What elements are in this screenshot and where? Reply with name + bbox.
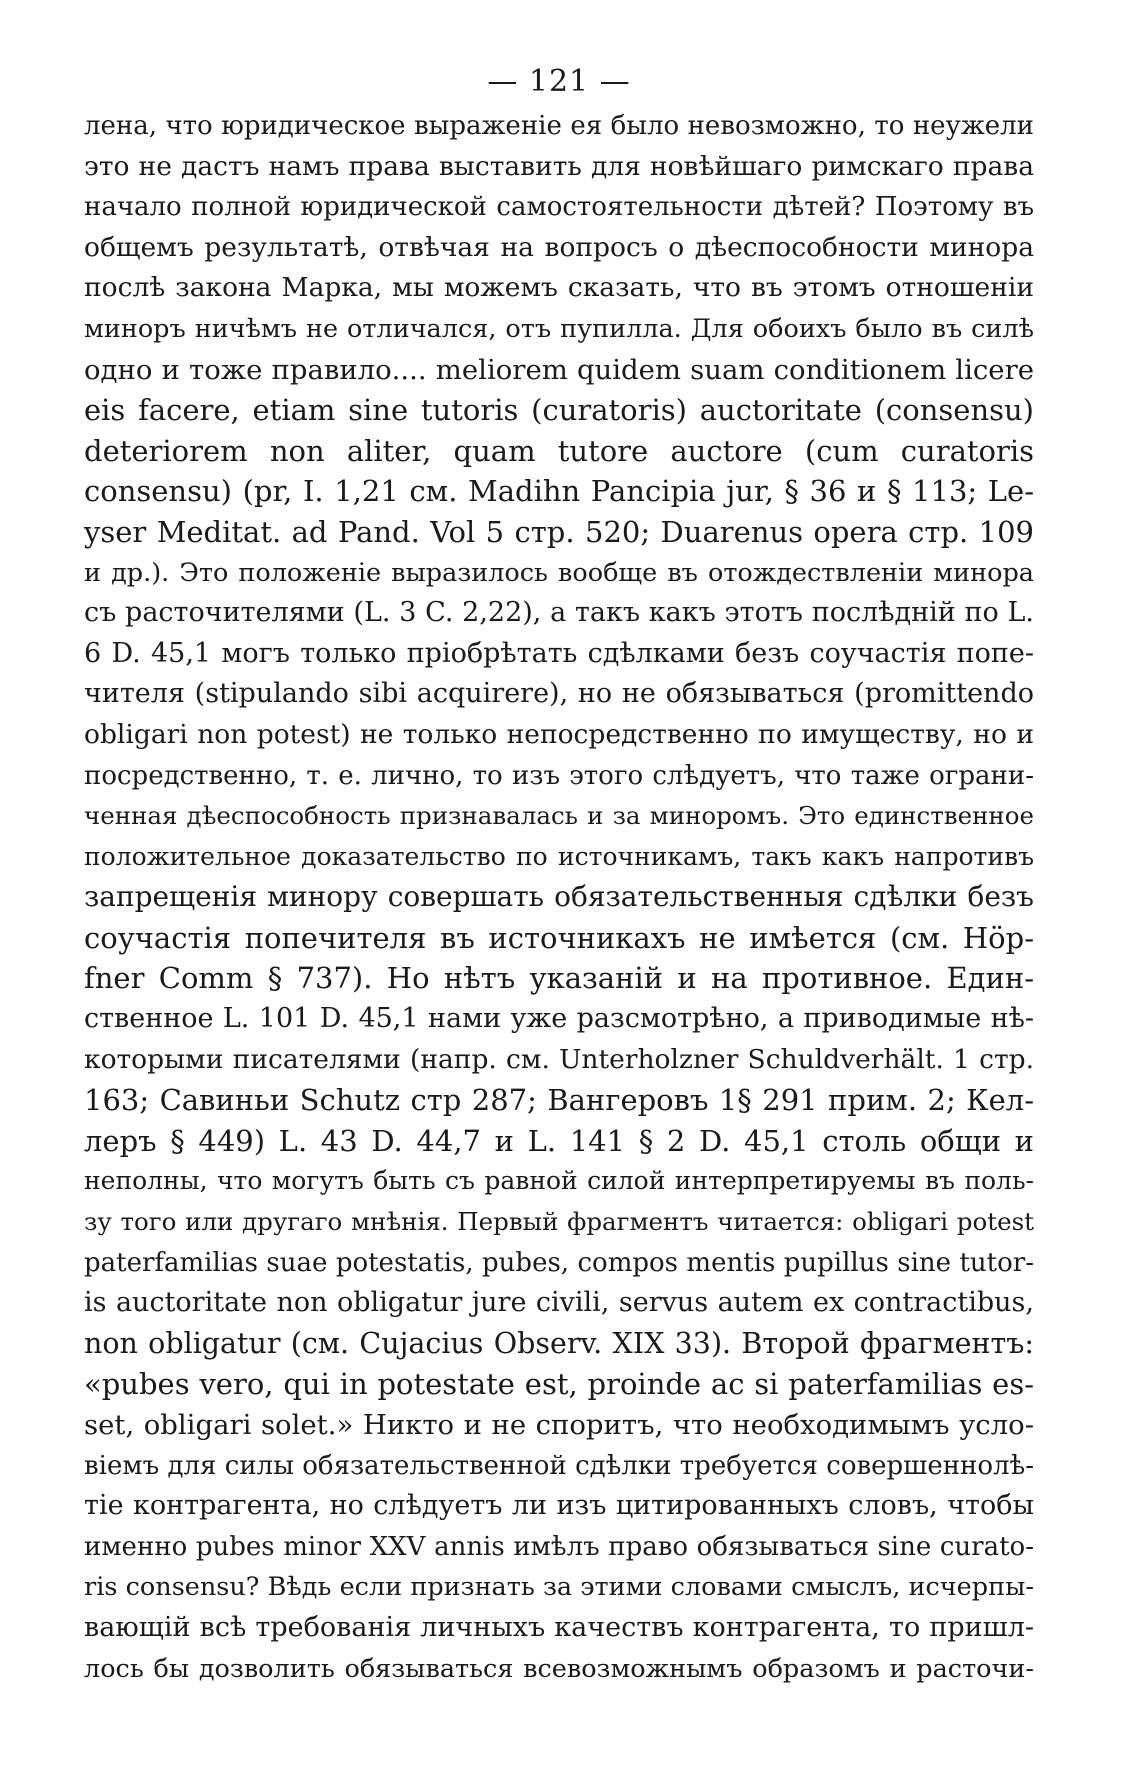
- text-line: «pubes vero, qui in potestate est, proinde ac si paterfamilias es-: [84, 1367, 1034, 1402]
- text-line: obligari non potest) не только непосредственно по имуществу, но и: [84, 718, 1034, 750]
- text-line: одно и тоже правило.... meliorem quidem suam conditionem licere: [84, 353, 1034, 386]
- text-line: начало полной юридической самостоятельности дѣтей? Поэтому въ: [84, 192, 1034, 223]
- text-line: віемъ для силы обязательственной сдѣлки требуется совершеннолѣ-: [84, 1450, 1034, 1481]
- text-line: общемъ результатѣ, отвѣчая на вопросъ о дѣеспособности минора: [84, 231, 1034, 263]
- text-line: is auctoritate non obligatur jure civili, servus autem ex contractibus,: [84, 1287, 1034, 1319]
- text-line: ris consensu? Вѣдь если признать за этими словами смыслъ, исчерпы-: [84, 1572, 1034, 1603]
- body-text: [84, 106, 1034, 1689]
- text-line: yser Meditat. ad Pand. Vol 5 стр. 520; Duarenus opera стр. 109: [84, 514, 1034, 549]
- text-line: неполны, что могутъ быть съ равной силой интерпретируемы въ поль-: [84, 1166, 1034, 1196]
- text-line: миноръ ничѣмъ не отличался, отъ пупилла. Для обоихъ было въ силѣ: [84, 313, 1034, 344]
- text-line: и др.). Это положеніе выразилось вообще въ отождествленіи минора: [84, 557, 1034, 588]
- text-line: fner Comm § 737). Но нѣтъ указаній и на противное. Един-: [84, 961, 1034, 996]
- text-line: non obligatur (см. Cujacius Observ. XIX 33). Второй фрагментъ:: [84, 1326, 1034, 1360]
- text-line: съ расточителями (L. 3 C. 2,22), а такъ какъ этотъ послѣдній по L.: [84, 597, 1034, 629]
- text-line: consensu) (pr, I. 1,21 см. Madihn Pancipia jur, § 36 и § 113; Le-: [84, 474, 1034, 509]
- book-page: [84, 62, 1034, 1689]
- text-line: зу того или другаго мнѣнія. Первый фрагментъ читается: obligari potest: [84, 1207, 1034, 1237]
- text-line: посредственно, т. е. лично, то изъ этого слѣдуетъ, что таже ограни-: [84, 760, 1034, 791]
- text-line: вающій всѣ требованія личныхъ качествъ контрагента, то пришл-: [84, 1611, 1034, 1643]
- text-line: ственное L. 101 D. 45,1 нами уже разсмотрѣно, а приводимые нѣ-: [84, 1003, 1034, 1035]
- text-line: запрещенія минору совершать обязательственныя сдѣлки безъ: [84, 880, 1034, 914]
- page-number: — 121 —: [487, 64, 631, 99]
- text-line: именно pubes minor XXV annis имѣлъ право обязываться sine curato-: [84, 1531, 1034, 1562]
- text-line: deteriorem non aliter, quam tutore auctore (cum curatoris: [84, 433, 1034, 468]
- text-line: 163; Савиньи Schutz стр 287; Вангеровъ 1§ 291 прим. 2; Кел-: [84, 1083, 1034, 1118]
- text-line: 6 D. 45,1 могъ только пріобрѣтать сдѣлками безъ соучастія попе-: [84, 637, 1034, 669]
- text-line: чителя (stipulando sibi acquirere), но не обязываться (promittendo: [84, 678, 1034, 710]
- text-line: paterfamilias suae potestatis, pubes, compos mentis pupillus sine tutor-: [84, 1247, 1034, 1278]
- text-line: ченная дѣеспособность признавалась и за миноромъ. Это единственное: [84, 801, 1034, 831]
- text-line: послѣ закона Марка, мы можемъ сказать, что въ этомъ отношеніи: [84, 272, 1034, 304]
- text-line: лось бы дозволить обязываться всевозможнымъ образомъ и расточи-: [84, 1653, 1034, 1684]
- text-line: это не дастъ намъ права выставить для новѣйшаго римскаго права: [84, 150, 1034, 182]
- text-line: положительное доказательство по источникамъ, такъ какъ напротивъ: [84, 841, 1034, 871]
- text-line: eis facere, etiam sine tutoris (curatoris) auctoritate (consensu): [84, 393, 1034, 428]
- text-line: тіе контрагента, но слѣдуетъ ли изъ цитированныхъ словъ, чтобы: [84, 1490, 1034, 1522]
- text-line: соучастія попечителя въ источникахъ не имѣется (см. Höp-: [84, 920, 1034, 955]
- text-line: леръ § 449) L. 43 D. 44,7 и L. 141 § 2 D. 45,1 столь общи и: [84, 1123, 1034, 1158]
- text-line: set, obligari solet.» Никто и не споритъ, что необходимымъ усло-: [84, 1409, 1034, 1441]
- text-line: лена, что юридическое выраженіе ея было невозможно, то неужели: [84, 111, 1034, 141]
- text-line: которыми писателями (напр. см. Unterholzner Schuldverhält. 1 стр.: [84, 1043, 1034, 1075]
